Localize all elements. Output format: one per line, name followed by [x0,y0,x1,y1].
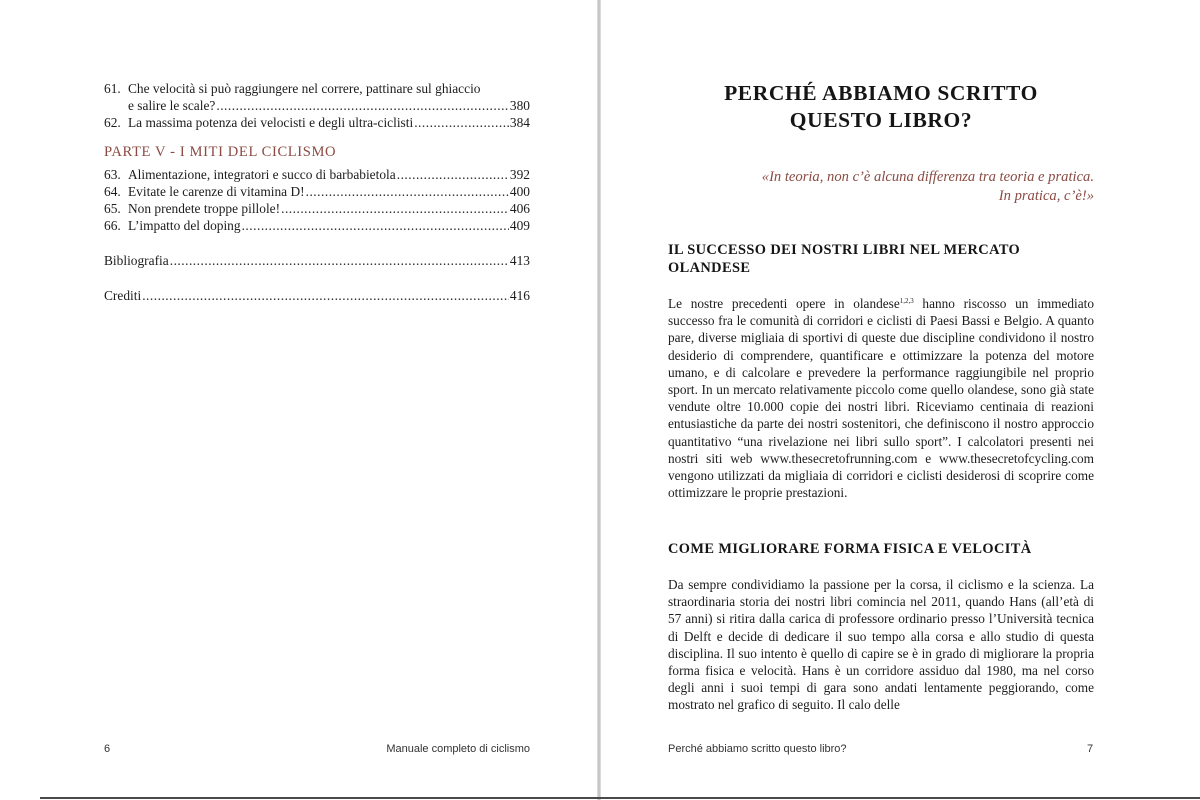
toc-entry-page: 406 [509,201,530,216]
bottom-edge-line [40,797,1200,799]
body-paragraph-mercato-olandese [668,295,1094,501]
toc-entry-title: Bibliografia [104,253,169,268]
dot-leader [414,114,509,131]
toc-entry-number: 61. [104,81,121,96]
left-running-title: Manuale completo di ciclismo [386,743,530,755]
section-heading-line-1: IL SUCCESSO DEI NOSTRI LIBRI NEL MERCATO [668,242,1021,258]
toc-entry-62[interactable] [104,114,530,131]
toc-entry-title: L’impatto del doping [128,218,241,233]
left-page-number: 6 [104,743,111,755]
epigraph-quote [668,168,1094,206]
epigraph-line-2: In pratica, c’è!» [998,188,1094,204]
dot-leader [397,166,509,183]
toc-entry-title: Non prendete troppe pillole! [128,201,281,216]
section-heading-forma-fisica: COME MIGLIORARE FORMA FISICA E VELOCITÀ [668,541,1032,557]
right-page-number: 7 [1087,743,1094,755]
right-running-title: Perché abbiamo scritto questo libro? [668,743,847,755]
body-paragraph-forma-fisica: Da sempre condividiamo la passione per la corsa, il ciclismo e la scienza. La straordinaria storia dei nostri libri comincia nel 2011, quando Hans (all’età di 57 anni) si ritira dalla carica di professore ordinario presso l’Università tecnica di Delft e decide di dedicare il suo tempo alla corsa e allo studio di questa disciplina. Il suo intento è quello di capire se è in grado di migliorare la propria forma fisica e velocità. Hans è un corridore assiduo dal 1980, ma nel corso degli anni i suoi tempi di gara sono andati lentamente peggiorando, come mostrato nel grafico di seguito. Il calo delle [668,577,1094,713]
paragraph-text: Le nostre precedenti opere in olandese [668,296,900,311]
dot-leader [216,97,509,114]
paragraph-text-continued: hanno riscosso un immediato successo fra le comunità di corridori e ciclisti di Paesi Bassi e Belgio. A quanto pare, diverse migliaia di sportivi di queste due discipline condividono il nostro desiderio di comprendere, quantificare e ottimizzare la potenza del motore umano, e di calcolare e prevedere la performance raggiungibile nel proprio sport. In un mercato relativamente piccolo come quello olandese, sono già state vendute oltre 10.000 copie dei nostri libri. Riceviamo centinaia di reazioni entusiastiche da parte dei nostri sostenitori, che definiscono il nostro approccio quantitativo “una rivelazione nei libri sullo sport”. I calcolatori presenti nei nostri siti web www.thesecretofrunning.com e www.thesecretofcycling.com vengono utilizzati da migliaia di corridori e ciclisti desiderosi di scoprire come ottimizzare le proprie prestazioni. [668,296,1094,501]
toc-spacer [104,269,530,287]
toc-entry-63[interactable] [104,166,530,183]
toc-entry-continuation [104,97,530,114]
toc-entry-title: Alimentazione, integratori e succo di barbabietola [128,167,396,182]
toc-entry-number: 63. [104,167,121,182]
section-heading-line-2: OLANDESE [668,260,751,276]
left-page [0,0,598,800]
toc-entry-65[interactable] [104,200,530,217]
toc-entry-number: 62. [104,115,121,130]
section-heading-mercato-olandese [668,241,1094,277]
chapter-title-line-1: PERCHÉ ABBIAMO SCRITTO [724,81,1038,105]
dot-leader [142,287,509,304]
chapter-title-line-2: QUESTO LIBRO? [789,108,973,132]
toc-entry-64[interactable] [104,183,530,200]
toc-entry-page: 392 [509,167,530,182]
toc-entry-title: Che velocità si può raggiungere nel correre, pattinare sul ghiaccio [128,81,481,96]
toc-entry-number: 66. [104,218,121,233]
toc-entry-number: 64. [104,184,121,199]
toc-entry-bibliografia[interactable] [104,252,530,269]
toc-entry-title-continued: e salire le scale? [128,98,216,113]
dot-leader [170,252,509,269]
toc-entry-title: Evitate le carenze di vitamina D! [128,184,305,199]
dot-leader [281,200,509,217]
toc-entry-page: 409 [509,218,530,233]
toc-spacer [104,234,530,252]
toc-entry-number: 65. [104,201,121,216]
toc-entry-page: 413 [509,253,530,268]
toc-entry-crediti[interactable] [104,287,530,304]
chapter-title [668,80,1094,134]
toc-entry-page: 380 [509,98,530,113]
toc-entry-title: Crediti [104,288,142,303]
toc-entry-page: 416 [509,288,530,303]
toc-entry-page: 400 [509,184,530,199]
toc-entry-61[interactable] [104,80,530,114]
table-of-contents [104,80,530,304]
dot-leader [306,183,509,200]
epigraph-line-1: «In teoria, non c’è alcuna differenza tra teoria e pratica. [761,169,1094,185]
toc-entry-66[interactable] [104,217,530,234]
dot-leader [242,217,509,234]
part-heading: PARTE V - I MITI DEL CICLISMO [104,144,337,160]
toc-entry-page: 384 [509,115,530,130]
toc-entry-title: La massima potenza dei velocisti e degli ultra-ciclisti [128,115,414,130]
footnote-reference[interactable]: 1,2,3 [899,297,914,305]
